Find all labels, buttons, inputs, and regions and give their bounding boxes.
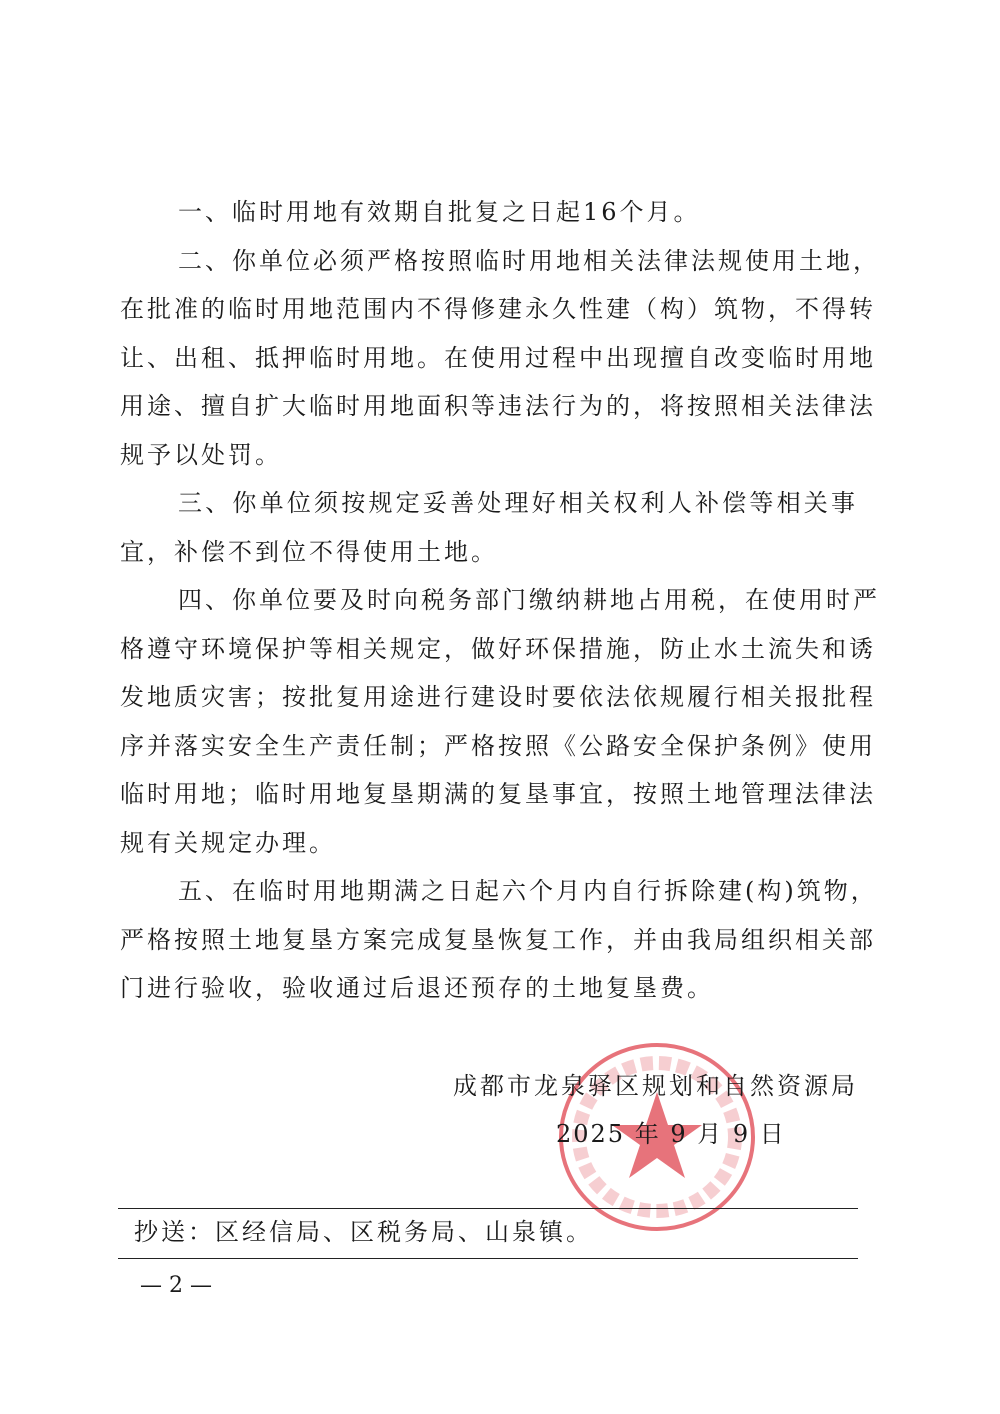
text-line: 宜，补偿不到位不得使用土地。 [120,537,498,566]
document-body [120,188,880,1013]
text-line: 门进行验收，验收通过后退还预存的土地复垦费。 [120,974,714,1002]
paragraph [120,479,858,576]
paragraph [120,188,858,237]
paragraph [120,237,880,480]
divider-bottom [118,1258,858,1259]
cc-line: 抄送：区经信局、区税务局、山泉镇。 [134,1218,593,1246]
text-line: 二、你单位必须严格按照临时用地相关法律法规使用土地， [178,246,880,275]
text-line: 临时用地；临时用地复垦期满的复垦事宜，按照土地管理法律法 [120,780,876,808]
text-line: 格遵守环境保护等相关规定，做好环保措施，防止水土流失和诱 [120,634,876,663]
text-line: 用途、擅自扩大临时用地面积等违法行为的，将按照相关法律法 [120,392,876,420]
text-line: 一、临时用地有效期自批复之日起16个月。 [178,198,701,226]
text-line: 在批准的临时用地范围内不得修建永久性建（构）筑物，不得转 [120,295,876,323]
page-number: — 2 — [140,1273,212,1298]
paragraph [120,867,878,1013]
text-line: 五、在临时用地期满之日起六个月内自行拆除建(构)筑物， [178,877,878,905]
divider-top [118,1208,858,1209]
text-line: 序并落实安全生产责任制；严格按照《公路安全保护条例》使用 [120,731,876,760]
text-line: 严格按照土地复垦方案完成复垦恢复工作，并由我局组织相关部 [120,925,876,954]
text-line: 规予以处罚。 [120,440,282,469]
text-line: 四、你单位要及时向税务部门缴纳耕地占用税，在使用时严 [178,586,880,614]
paragraph [120,576,880,867]
issue-date: 2025 年 9 月 9 日 [556,1120,786,1148]
text-line: 发地质灾害；按批复用途进行建设时要依法依规履行相关报批程 [120,683,876,711]
text-line: 规有关规定办理。 [120,828,336,857]
text-line: 让、出租、抵押临时用地。在使用过程中出现擅自改变临时用地 [120,343,876,372]
issuer-name: 成都市龙泉驿区规划和自然资源局 [453,1072,858,1100]
text-line: 三、你单位须按规定妥善处理好相关权利人补偿等相关事 [178,489,858,517]
